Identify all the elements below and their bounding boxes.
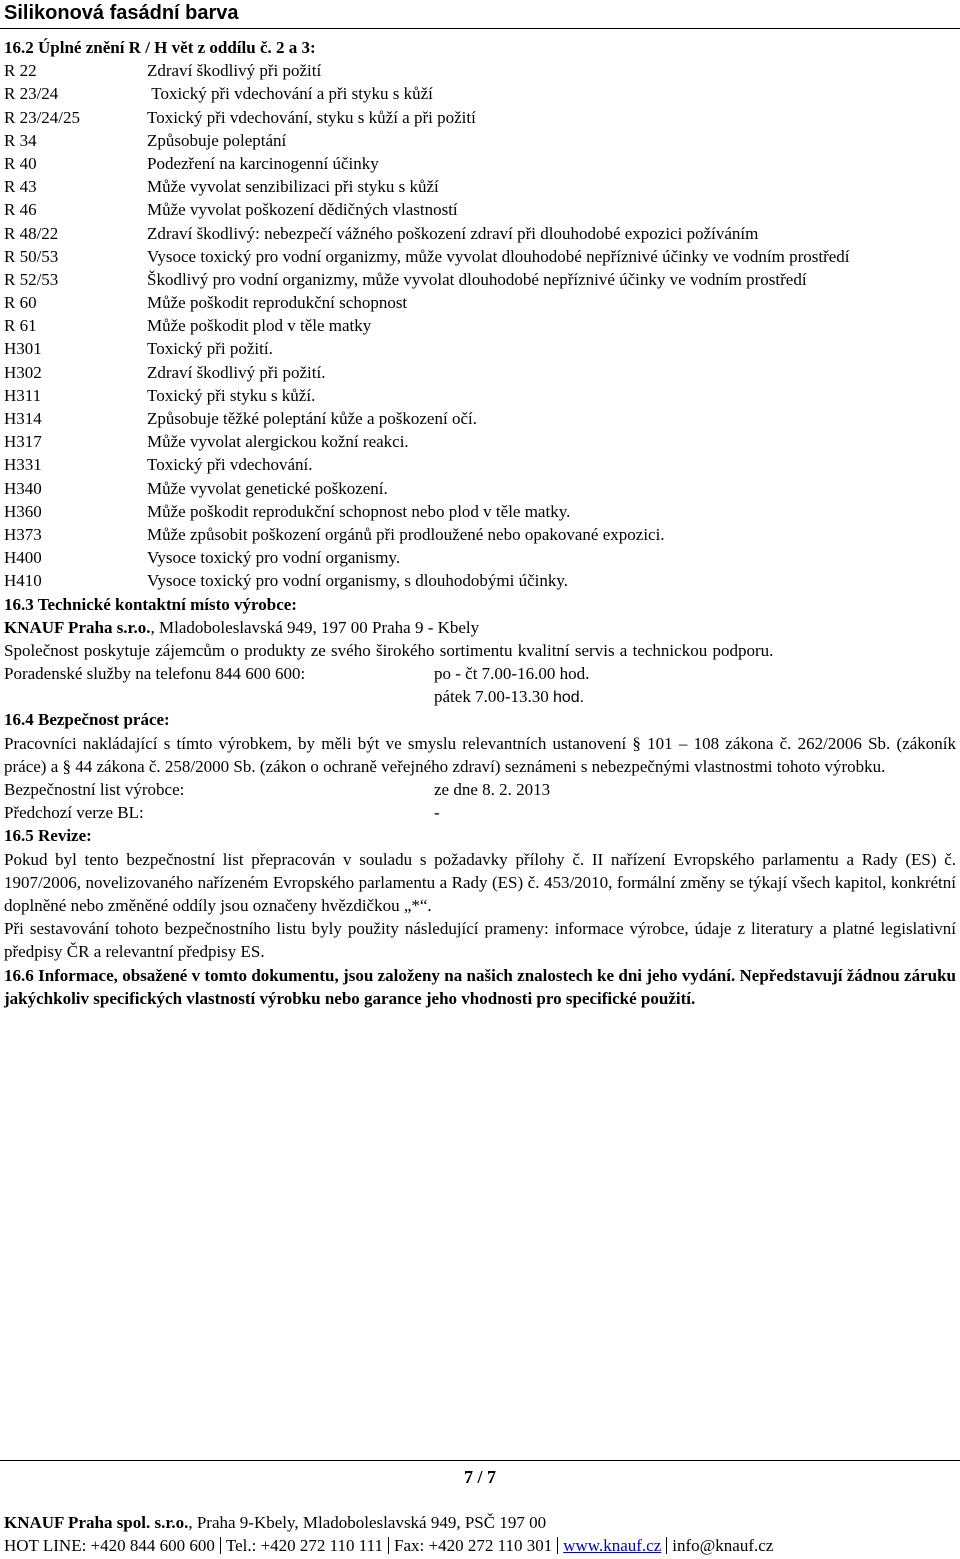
footer-separator	[666, 1537, 667, 1554]
footer-tel: Tel.: +420 272 110 111	[225, 1536, 384, 1555]
hazard-phrase-row	[4, 546, 956, 569]
hazard-phrase-text: Toxický při vdechování.	[147, 455, 313, 475]
hazard-phrase-code: R 46	[4, 200, 37, 220]
hazard-phrase-text: Vysoce toxický pro vodní organismy.	[147, 548, 401, 568]
footer-separator	[557, 1537, 558, 1554]
hazard-phrase-text: Způsobuje těžké poleptání kůže a poškození očí.	[147, 409, 477, 429]
friday-hours-text: pátek 7.00-13.30	[434, 687, 553, 707]
friday-hours-unit: hod.	[552, 689, 585, 707]
contact-address-text: , Mladoboleslavská 949, 197 00 Praha 9 - Kbely	[150, 617, 480, 637]
hazard-phrase-code: H314	[4, 409, 42, 429]
hazard-phrase-list	[4, 59, 956, 592]
footer-email[interactable]: info@knauf.cz	[672, 1536, 774, 1555]
hazard-phrase-row	[4, 337, 956, 360]
previous-version-label: Předchozí verze BL:	[4, 803, 144, 823]
footer-company-line	[4, 1511, 546, 1534]
hazard-phrase-code: H360	[4, 501, 42, 521]
hazard-phrase-code: R 48/22	[4, 223, 59, 243]
hazard-phrase-row	[4, 222, 956, 245]
hazard-phrase-text: Toxický při požití.	[147, 339, 273, 359]
hazard-phrase-row	[4, 453, 956, 476]
hazard-phrase-text: Může vyvolat genetické poškození.	[147, 478, 388, 498]
document-header	[0, 0, 960, 29]
hazard-phrase-text: Může poškodit reprodukční schopnost	[147, 293, 408, 313]
footer-separator	[220, 1537, 221, 1554]
hazard-phrase-code: H410	[4, 571, 42, 591]
section-16-3-heading: 16.3 Technické kontaktní místo výrobce:	[4, 594, 297, 614]
contact-address	[4, 616, 956, 639]
hazard-phrase-text: Zdraví škodlivý při požití	[147, 61, 322, 81]
hazard-phrase-code: H317	[4, 432, 42, 452]
hazard-phrase-row	[4, 198, 956, 221]
hazard-phrase-code: H302	[4, 362, 42, 382]
document-title: Silikonová fasádní barva	[4, 2, 239, 24]
hazard-phrase-text: Zdraví škodlivý: nebezpečí vážného poškození zdraví při dlouhodobé expozici požíváním	[147, 223, 759, 243]
hazard-phrase-text: Vysoce toxický pro vodní organismy, s dlouhodobými účinky.	[147, 571, 569, 591]
hazard-phrase-row	[4, 129, 956, 152]
service-text: Společnost poskytuje zájemcům o produkty ze svého širokého sortimentu kvalitní servis a technickou podporu.	[4, 640, 774, 660]
advisory-hours-friday	[4, 685, 956, 708]
hazard-phrase-text: Může vyvolat poškození dědičných vlastností	[147, 200, 458, 220]
safety-sheet-value: ze dne 8. 2. 2013	[434, 780, 551, 800]
hazard-phrase-text: Vysoce toxický pro vodní organizmy, může vyvolat dlouhodobé nepříznivé účinky ve vodním prostředí	[147, 246, 850, 266]
page-number: 7 / 7	[463, 1467, 496, 1487]
hazard-phrase-text: Podezření na karcinogenní účinky	[147, 153, 379, 173]
hazard-phrase-code: R 61	[4, 316, 37, 336]
hazard-phrase-row	[4, 569, 956, 592]
previous-version-value: -	[434, 803, 440, 823]
hazard-phrase-code: R 22	[4, 61, 37, 81]
hazard-phrase-code: R 23/24	[4, 84, 59, 104]
hazard-phrase-row	[4, 430, 956, 453]
hazard-phrase-row	[4, 361, 956, 384]
hazard-phrase-row	[4, 523, 956, 546]
hazard-phrase-row	[4, 268, 956, 291]
hazard-phrase-code: H331	[4, 455, 42, 475]
hazard-phrase-code: H311	[4, 385, 42, 405]
section-16-2-heading: 16.2 Úplné znění R / H vět z oddílu č. 2 a 3:	[4, 38, 316, 57]
section-16-5-heading: 16.5 Revize:	[4, 826, 92, 846]
hazard-phrase-code: H340	[4, 478, 42, 498]
hazard-phrase-row	[4, 477, 956, 500]
hazard-phrase-text: Může poškodit plod v těle matky	[147, 316, 372, 336]
hazard-phrase-text: Způsobuje poleptání	[147, 130, 287, 150]
document-body	[4, 36, 956, 1010]
revision-paragraph-2: Při sestavování tohoto bezpečnostního listu byly použity následující prameny: informace výrobce, údaje z literatury a platné legislativní předpisy ČR a relevantní předpisy ES.	[4, 919, 956, 962]
footer-company-address: , Praha 9-Kbely, Mladoboleslavská 949, PSČ 197 00	[188, 1513, 547, 1532]
hazard-phrase-row	[4, 106, 956, 129]
hazard-phrase-row	[4, 59, 956, 82]
footer-website-link[interactable]: www.knauf.cz	[563, 1536, 662, 1555]
hazard-phrase-text: Toxický při styku s kůží.	[147, 385, 316, 405]
hazard-phrase-row	[4, 82, 956, 105]
safety-sheet-row	[4, 778, 956, 801]
footer-separator	[388, 1537, 389, 1554]
hazard-phrase-row	[4, 500, 956, 523]
hazard-phrase-code: H373	[4, 524, 42, 544]
hazard-phrase-text: Toxický při vdechování, styku s kůží a při požití	[147, 107, 476, 127]
hazard-phrase-row	[4, 384, 956, 407]
hazard-phrase-text: Škodlivý pro vodní organizmy, může vyvolat dlouhodobé nepříznivé účinky ve vodním prostředí	[147, 269, 807, 289]
contact-company: KNAUF Praha s.r.o.	[4, 617, 151, 637]
hazard-phrase-code: R 34	[4, 130, 37, 150]
safety-paragraph: Pracovníci nakládající s tímto výrobkem, by měli být ve smyslu relevantních ustanovení § 101 – 108 zákona č. 262/2006 Sb. (zákoník práce) a § 44 zákona č. 258/2000 Sb. (zákon o ochraně veřejného zdraví) seznámeni s nebezpečnými vlastnostmi tohoto výrobku.	[4, 733, 956, 776]
previous-version-row	[4, 801, 956, 824]
revision-paragraph-1: Pokud byl tento bezpečnostní list přepracován v souladu s požadavky přílohy č. II nařízení Evropského parlamentu a Rady (ES) č. 1907/2006, novelizovaného nařízeném Evropského parlamentu a Rady (ES) č. 453/2010, formální změny se týkají všech kapitol, konkrétní doplněné nebo změněné oddíly jsou označeny hvězdičkou „*“.	[4, 849, 956, 916]
advisory-phone-label: Poradenské služby na telefonu 844 600 600:	[4, 664, 306, 684]
hazard-phrase-code: H400	[4, 548, 42, 568]
hazard-phrase-code: R 43	[4, 177, 37, 197]
footer-company-name: KNAUF Praha spol. s.r.o.	[4, 1513, 189, 1532]
footer-hotline: HOT LINE: +420 844 600 600	[4, 1536, 215, 1555]
hazard-phrase-code: R 23/24/25	[4, 107, 81, 127]
hazard-phrase-row	[4, 291, 956, 314]
section-16-6-disclaimer: 16.6 Informace, obsažené v tomto dokumentu, jsou založeny na našich znalostech ke dni jeho vydání. Nepředstavují žádnou záruku jakýchkoliv specifických vlastností výrobku nebo garance jeho vhodnosti pro specifické použití.	[4, 965, 956, 1008]
section-16-4-heading: 16.4 Bezpečnost práce:	[4, 710, 170, 730]
hazard-phrase-code: R 50/53	[4, 246, 59, 266]
advisory-hours-weekdays: po - čt 7.00-16.00 hod.	[434, 664, 590, 684]
hazard-phrase-row	[4, 152, 956, 175]
hazard-phrase-row	[4, 175, 956, 198]
footer-contact-line	[4, 1534, 773, 1557]
hazard-phrase-text: Může vyvolat senzibilizaci při styku s kůží	[147, 177, 439, 197]
footer-divider	[0, 1460, 960, 1461]
hazard-phrase-text: Zdraví škodlivý při požití.	[147, 362, 326, 382]
advisory-phone-row	[4, 662, 956, 685]
hazard-phrase-text: Může způsobit poškození orgánů při prodloužené nebo opakované expozici.	[147, 524, 665, 544]
hazard-phrase-row	[4, 407, 956, 430]
hazard-phrase-row	[4, 314, 956, 337]
hazard-phrase-code: R 60	[4, 293, 37, 313]
footer-fax: Fax: +420 272 110 301	[394, 1536, 553, 1555]
hazard-phrase-code: R 40	[4, 153, 37, 173]
hazard-phrase-text: Toxický při vdechování a při styku s kůží	[147, 84, 433, 104]
hazard-phrase-text: Může poškodit reprodukční schopnost nebo plod v těle matky.	[147, 501, 571, 521]
hazard-phrase-row	[4, 245, 956, 268]
safety-sheet-label: Bezpečnostní list výrobce:	[4, 780, 185, 800]
hazard-phrase-text: Může vyvolat alergickou kožní reakci.	[147, 432, 409, 452]
hazard-phrase-code: R 52/53	[4, 269, 59, 289]
hazard-phrase-code: H301	[4, 339, 42, 359]
